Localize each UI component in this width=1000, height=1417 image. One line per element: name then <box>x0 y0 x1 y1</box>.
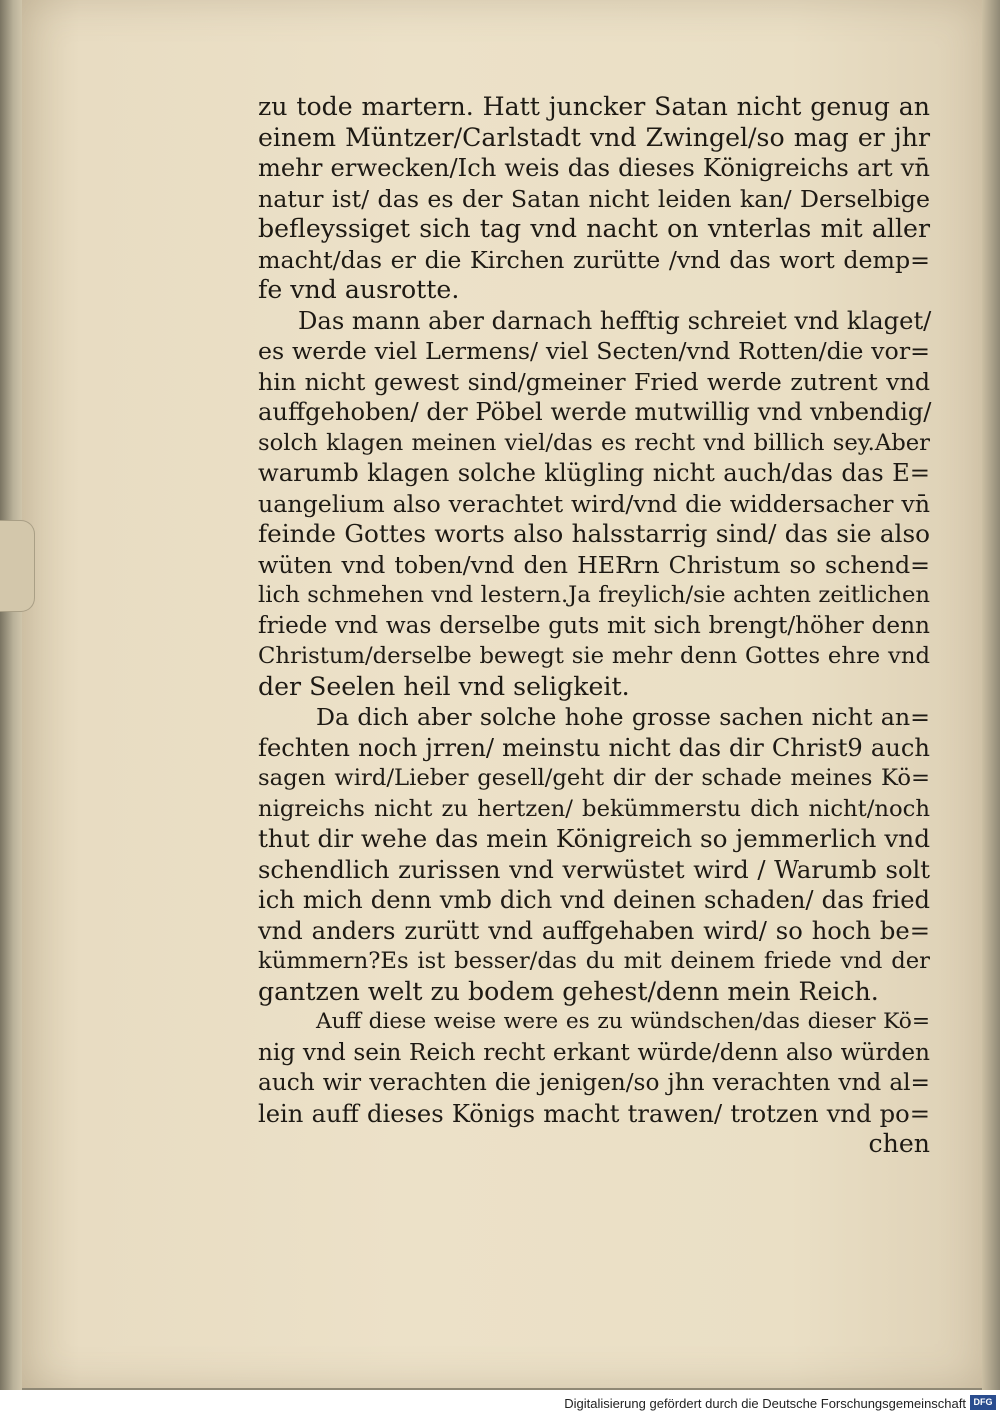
text-line: friede vnd was derselbe guts mit sich brengt/höher denn <box>258 611 930 639</box>
dfg-logo-icon: DFG <box>970 1395 996 1410</box>
text-line: solch klagen meinen viel/das es recht vnd billich sey.Aber <box>258 429 930 456</box>
text-line: fechten noch jrren/ meinstu nicht das dir Christ9 auch <box>258 733 930 762</box>
text-line: mehr erwecken/Ich weis das dieses Königreichs art vn̄ <box>258 154 930 182</box>
book-fore-edge <box>982 0 1000 1390</box>
text-line: Auff diese weise were es zu wündschen/das dieser Kö= <box>316 1009 930 1034</box>
text-line: kümmern?Es ist besser/das du mit deinem friede vnd der <box>258 948 930 974</box>
text-line: hin nicht gewest sind/gmeiner Fried werde zutrent vnd <box>258 367 930 396</box>
text-line: zu tode martern. Hatt juncker Satan nicht genug an <box>258 92 930 121</box>
text-line: natur ist/ das es der Satan nicht leiden kan/ Derselbige <box>258 184 930 213</box>
text-line: auch wir verachten die jenigen/so jhn verachten vnd al= <box>258 1069 930 1096</box>
text-line: Christum/derselbe bewegt sie mehr denn Gottes ehre vnd <box>258 643 930 669</box>
footer-bar <box>0 1390 1000 1417</box>
text-line: gantzen welt zu bodem gehest/denn mein Reich. <box>258 976 879 1006</box>
footer-credit: Digitalisierung gefördert durch die Deutsche Forschungsgemeinschaft <box>564 1396 966 1411</box>
text-line: befleyssiget sich tag vnd nacht on vnterlas mit aller <box>258 214 930 243</box>
text-line: lich schmehen vnd lestern.Ja freylich/sie achten zeitlichen <box>258 582 930 608</box>
text-line: auffgehoben/ der Pöbel werde mutwillig vnd vnbendig/ <box>258 398 932 426</box>
text-line: Da dich aber solche hohe grosse sachen nicht an= <box>316 703 930 731</box>
page-edge-tab <box>0 520 35 612</box>
text-line: chen <box>868 1129 930 1158</box>
text-line: fe vnd ausrotte. <box>258 275 460 304</box>
page-text-block <box>258 92 930 1160</box>
text-line: nig vnd sein Reich recht erkant würde/denn also würden <box>258 1038 930 1066</box>
text-line: einem Müntzer/Carlstadt vnd Zwingel/so mag er jhr <box>258 122 930 152</box>
text-line: lein auff dieses Königs macht trawen/ trotzen vnd po= <box>258 1099 930 1128</box>
text-line: wüten vnd toben/vnd den HERrn Christum so schend= <box>258 550 930 579</box>
book-binding-edge <box>0 0 22 1390</box>
text-line: Das mann aber darnach hefftig schreiet vnd klaget/ <box>298 306 932 335</box>
text-line: sagen wird/Lieber gesell/geht dir der schade meines Kö= <box>258 765 930 791</box>
text-line: nigreichs nicht zu hertzen/ bekümmerstu dich nicht/noch <box>258 795 930 822</box>
text-line: vnd anders zurütt vnd auffgehaben wird/ so hoch be= <box>258 916 930 945</box>
text-line: der Seelen heil vnd seligkeit. <box>258 671 630 701</box>
text-line: schendlich zurissen vnd verwüstet wird / Warumb solt <box>258 855 930 884</box>
text-line: feinde Gottes worts also halsstarrig sind/ das sie also <box>258 519 930 548</box>
text-line: es werde viel Lermens/ viel Secten/vnd Rotten/die vor= <box>258 337 930 365</box>
text-line: thut dir wehe das mein Königreich so jemmerlich vnd <box>258 824 930 853</box>
text-line: uangelium also verachtet wird/vnd die widdersacher vn̄ <box>258 489 930 518</box>
text-line: macht/das er die Kirchen zurütte /vnd das wort demp= <box>258 245 930 274</box>
text-line: warumb klagen solche klügling nicht auch/das das E= <box>258 459 930 487</box>
text-line: ich mich denn vmb dich vnd deinen schaden/ das fried <box>258 886 930 914</box>
